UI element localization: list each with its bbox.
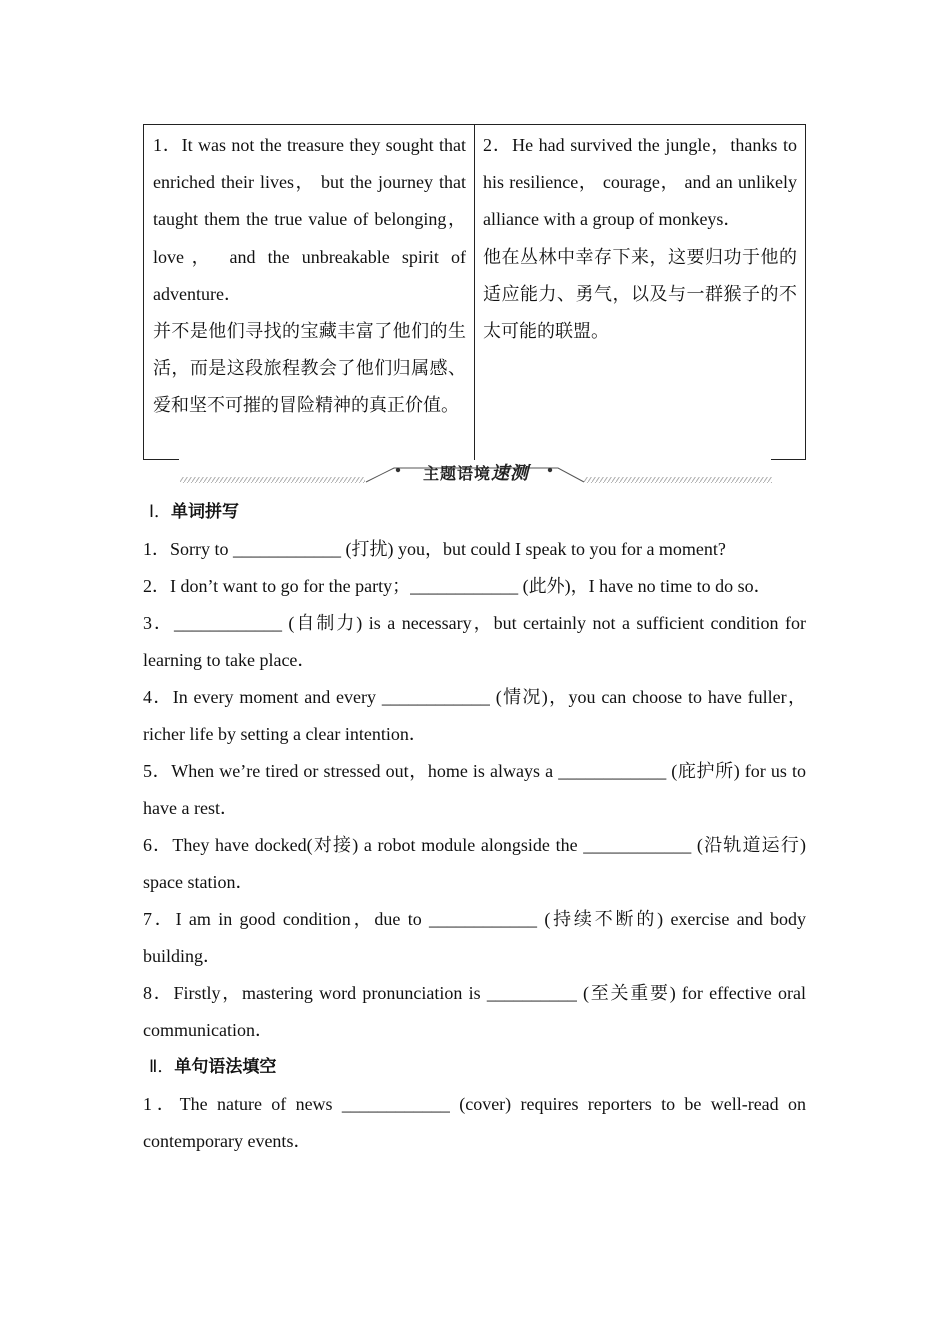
table-cell-left: [143, 124, 475, 460]
sentence-chinese: 并不是他们寻找的宝藏丰富了他们的生活，而是这段旅程教会了他们归属感、爱和坚不可摧的冒险精神的真正价值。: [153, 321, 466, 416]
table-bottom-border: [771, 459, 806, 460]
question-item: 3．____________ (自制力) is a necessary，but certainly not a sufficient condition for learning to take place．: [143, 613, 806, 670]
question-item: 1．Sorry to ____________ (打扰) you，but could I speak to you for a moment?: [143, 539, 726, 559]
question-item: 2．I don’t want to go for the party；____________ (此外)，I have no time to do so．: [143, 576, 772, 596]
question-item: 1．The nature of news ____________ (cover) requires reporters to be well-read on contemporary events．: [143, 1094, 806, 1151]
question-item: 5．When we’re tired or stressed out，home is always a ____________ (庇护所) for us to have a rest．: [143, 761, 806, 818]
question-item: 8．Firstly，mastering word pronunciation is __________ (至关重要) for effective oral communication．: [143, 983, 806, 1040]
section-heading: Ⅰ．单词拼写: [149, 502, 240, 522]
section-heading: Ⅱ．单句语法填空: [149, 1057, 277, 1077]
table-bottom-border: [143, 459, 179, 460]
exercise-content: [143, 494, 806, 1160]
question-item: 4．In every moment and every ____________ (情况)，you can choose to have fuller，richer life by setting a clear intention．: [143, 687, 806, 744]
sentence-chinese: 他在丛林中幸存下来，这要归功于他的适应能力、勇气，以及与一群猴子的不太可能的联盟。: [483, 246, 797, 342]
banner-title: 主题语境速测: [422, 463, 529, 484]
question-item: 6．They have docked(对接) a robot module alongside the ____________ (沿轨道运行) space station．: [143, 835, 806, 892]
question-item: 7．I am in good condition，due to ____________ (持续不断的) exercise and body building．: [143, 909, 806, 966]
table-cell-right: [474, 124, 806, 460]
sentence-english: 1．It was not the treasure they sought that enriched their lives， but the journey that taught them the true value of belonging， love， and the unbreakable spirit of adventure．: [153, 135, 466, 304]
translation-table: [143, 124, 806, 460]
section-banner: [180, 458, 772, 486]
sentence-english: 2．He had survived the jungle，thanks to his resilience， courage， and an unlikely alliance with a group of monkeys．: [483, 135, 797, 230]
